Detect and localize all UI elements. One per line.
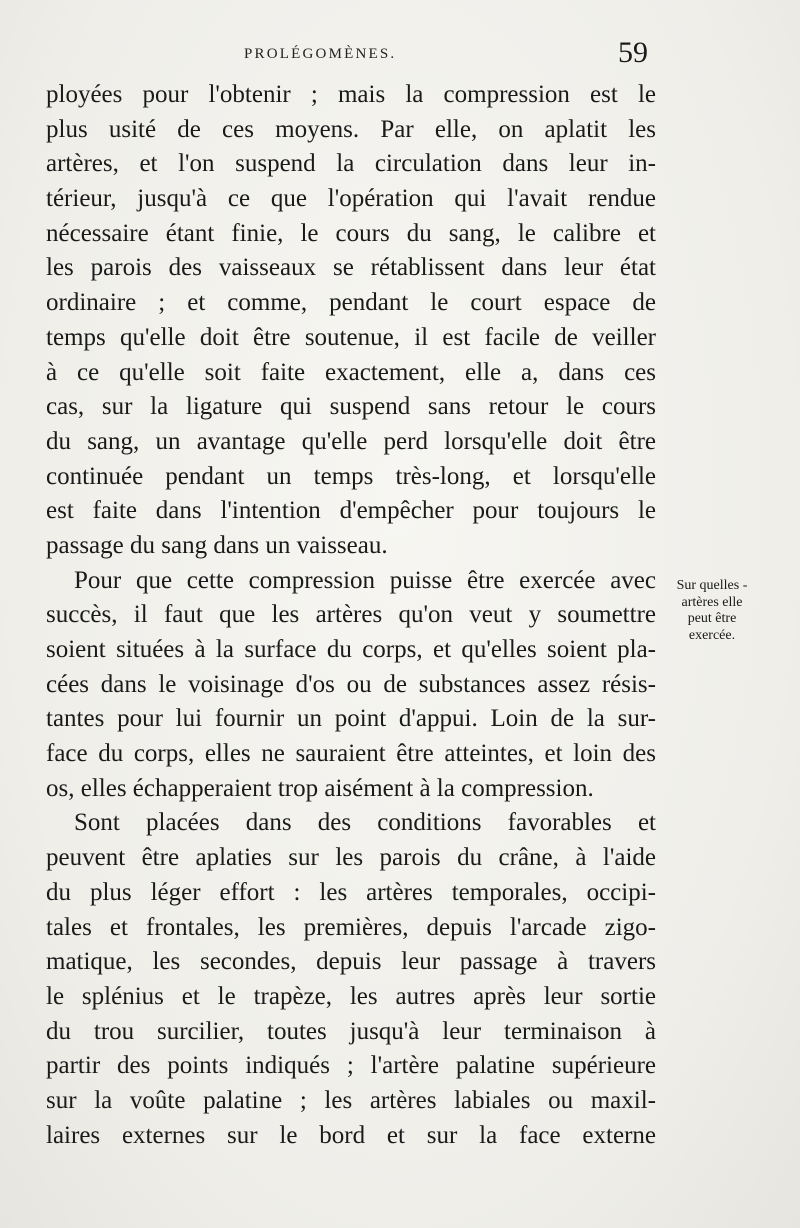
text-line: à ce qu'elle soit faite exactement, elle a, dans ces	[46, 358, 656, 386]
text-line: face du corps, elles ne sauraient être atteintes, et loin des	[46, 740, 656, 768]
text-line: tantes pour lui fournir un point d'appui. Loin de la sur-	[46, 705, 656, 733]
text-line: les parois des vaisseaux se rétablissent dans leur état	[46, 254, 656, 282]
text-line: du sang, un avantage qu'elle perd lorsqu'elle doit être	[46, 427, 656, 455]
marginal-note-line: Sur quelles -	[676, 578, 748, 593]
text-line: matique, les secondes, depuis leur passage à travers	[46, 948, 656, 976]
page-header	[46, 36, 648, 76]
running-head: PROLÉGOMÈNES.	[244, 46, 397, 62]
text-line: os, elles échapperaient trop aisément à la compression.	[46, 774, 594, 802]
marginal-note-line: peut être	[687, 611, 737, 626]
page-number: 59	[618, 36, 648, 69]
text-line: cas, sur la ligature qui suspend sans retour le cours	[46, 393, 656, 421]
marginal-note-line: artères elle	[681, 594, 743, 610]
text-line: térieur, jusqu'à ce que l'opération qui l'avait rendue	[46, 185, 656, 213]
marginal-note	[660, 578, 764, 644]
marginal-note-line: exercée.	[688, 627, 736, 643]
text-line: du trou surcilier, toutes jusqu'à leur terminaison à	[46, 1017, 656, 1045]
text-line: plus usité de ces moyens. Par elle, on aplatit les	[46, 115, 656, 143]
text-line: passage du sang dans un vaisseau.	[46, 531, 388, 559]
text-line: nécessaire étant finie, le cours du sang, le calibre et	[46, 219, 656, 247]
text-line: ployées pour l'obtenir ; mais la compression est le	[46, 81, 656, 108]
text-line: temps qu'elle doit être soutenue, il est facile de veiller	[46, 323, 656, 351]
text-line: est faite dans l'intention d'empêcher pour toujours le	[46, 497, 656, 525]
text-line: artères, et l'on suspend la circulation dans leur in-	[46, 150, 656, 178]
text-line: Pour que cette compression puisse être exercée avec	[74, 566, 656, 594]
text-line: continuée pendant un temps très-long, et lorsqu'elle	[46, 462, 656, 490]
text-line: Sont placées dans des conditions favorables et	[74, 809, 656, 837]
text-line: du plus léger effort : les artères temporales, occipi-	[46, 878, 656, 906]
text-line: laires externes sur le bord et sur la face externe	[46, 1121, 656, 1149]
text-line: tales et frontales, les premières, depuis l'arcade zigo-	[46, 913, 656, 941]
text-line: partir des points indiqués ; l'artère palatine supérieure	[46, 1052, 656, 1080]
text-line: soient situées à la surface du corps, et qu'elles soient pla-	[46, 636, 656, 663]
text-line: peuvent être aplaties sur les parois du crâne, à l'aide	[46, 844, 656, 872]
text-line: succès, il faut que les artères qu'on veut y soumettre	[46, 601, 656, 629]
text-line: cées dans le voisinage d'os ou de substances assez résis-	[46, 670, 656, 698]
text-line: le splénius et le trapèze, les autres après leur sortie	[46, 982, 656, 1010]
text-line: ordinaire ; et comme, pendant le court espace de	[46, 289, 656, 317]
body-text	[46, 78, 656, 1153]
text-line: sur la voûte palatine ; les artères labiales ou maxil-	[46, 1086, 656, 1114]
